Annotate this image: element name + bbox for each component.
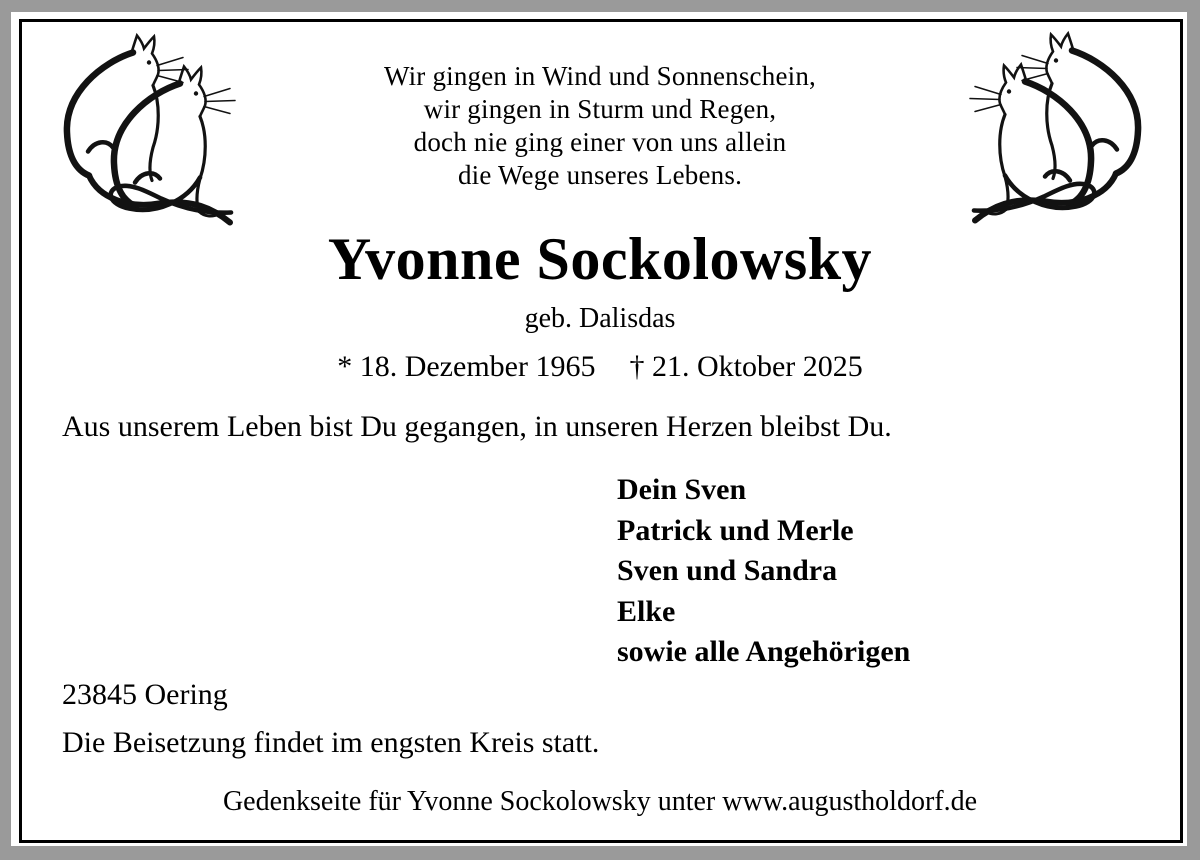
deceased-name: Yvonne Sockolowsky [327, 226, 873, 292]
farewell-message: Aus unserem Leben bist Du gegangen, in unseren Herzen bleibst Du. [62, 410, 892, 443]
mourner-line: Dein Sven [617, 473, 747, 506]
mourner-line: sowie alle Angehörigen [617, 635, 911, 668]
birth-date: * 18. Dezember 1965 [337, 350, 596, 383]
mourners-list [617, 470, 910, 673]
mourner-line: Patrick und Merle [617, 513, 854, 547]
maiden-name: geb. Dalisdas [524, 303, 676, 334]
poem-line: die Wege unseres Lebens. [457, 160, 743, 190]
funeral-note: Die Beisetzung findet im engsten Kreis statt. [62, 726, 600, 759]
location-line: 23845 Oering [62, 678, 228, 711]
mourner-line: Elke [617, 594, 676, 628]
mourner-line: Sven und Sandra [617, 554, 838, 587]
memorial-site-line: Gedenkseite für Yvonne Sockolowsky unter www.augustholdorf.de [222, 786, 978, 817]
poem-line: wir gingen in Sturm und Regen, [423, 94, 777, 124]
poem-line: doch nie ging einer von uns allein [413, 127, 787, 157]
opening-poem [0, 60, 1200, 192]
death-date: † 21. Oktober 2025 [629, 350, 863, 383]
life-dates [0, 350, 1200, 384]
poem-line: Wir gingen in Wind und Sonnenschein, [384, 61, 816, 91]
